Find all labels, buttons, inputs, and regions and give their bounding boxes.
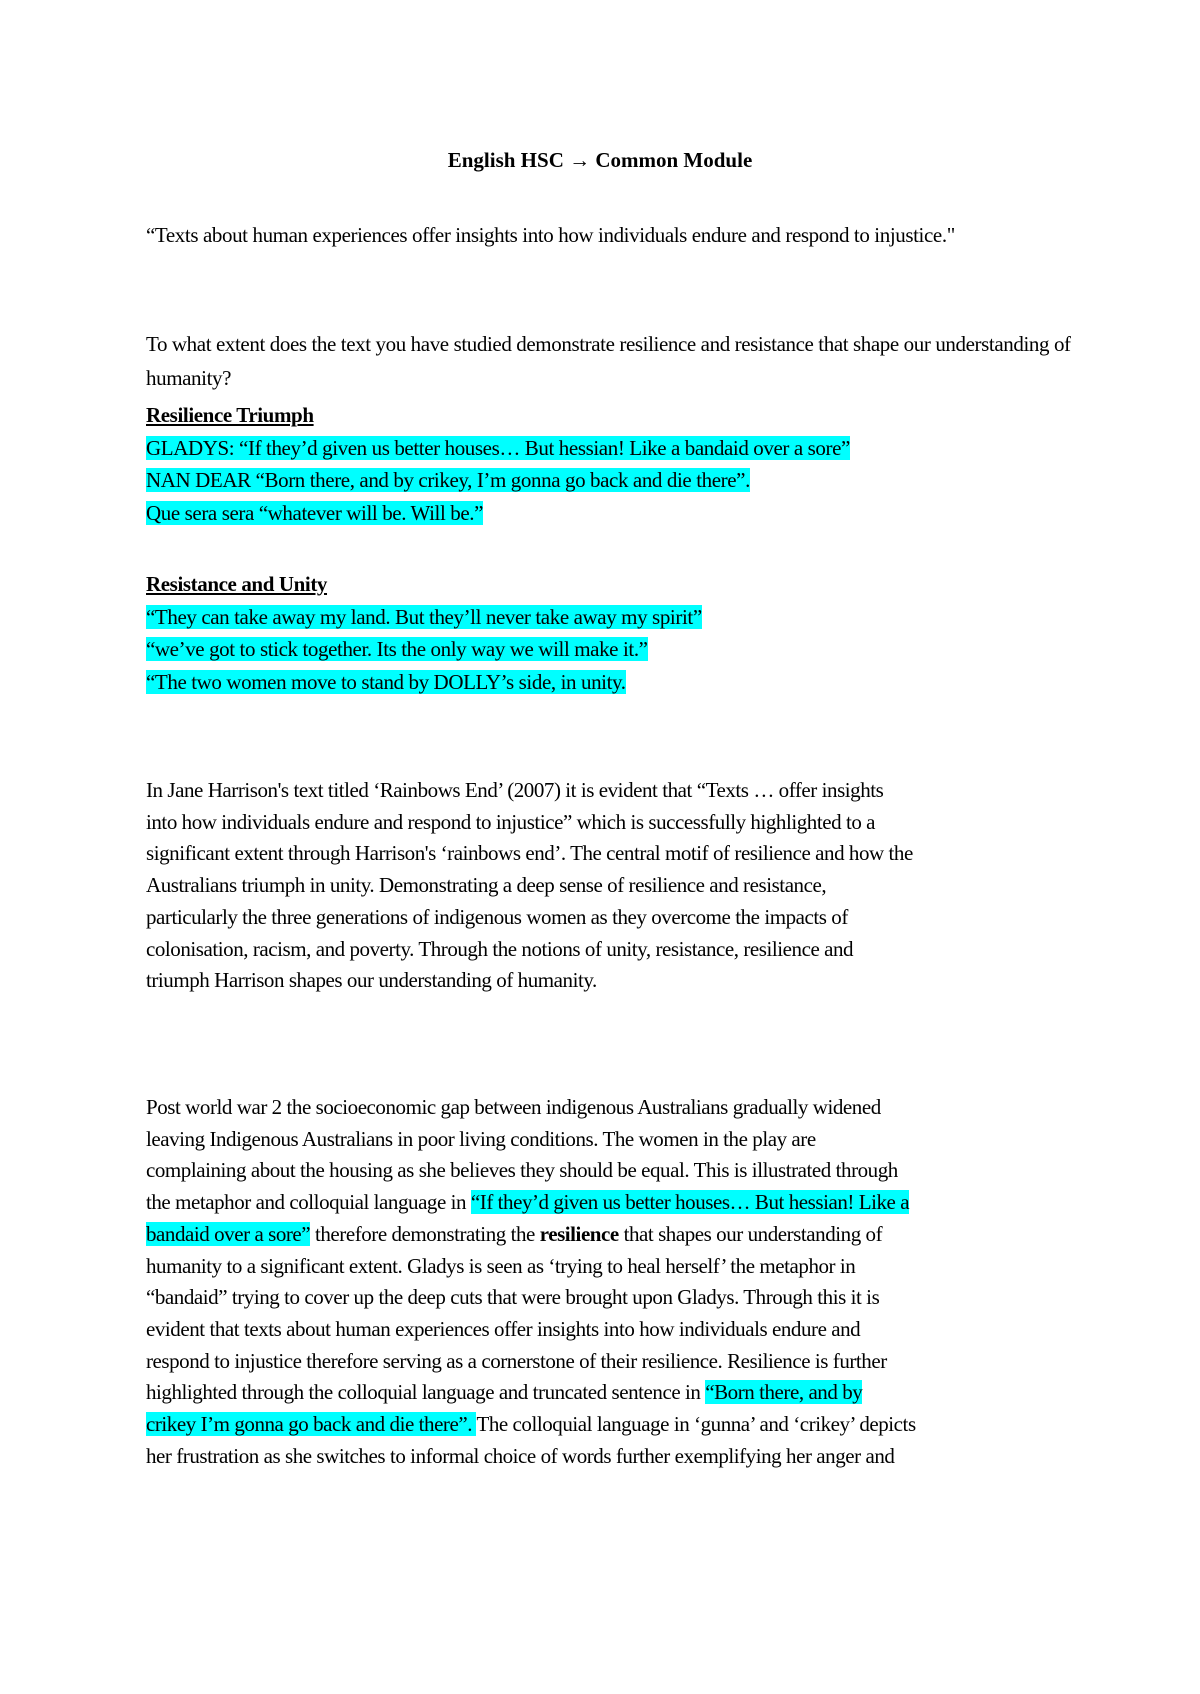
body-paragraph [146, 1092, 916, 1472]
section-resistance-unity [146, 568, 1046, 698]
highlighted-quote: “The two women move to stand by DOLLY’s side, in unity. [146, 669, 626, 694]
bold-keyword: resilience [539, 1221, 619, 1246]
highlighted-quote: GLADYS: “If they’d given us better houses… But hessian! Like a bandaid over a sore” [146, 435, 850, 460]
intro-paragraph: In Jane Harrison's text titled ‘Rainbows End’ (2007) it is evident that “Texts … offer insights into how individuals endure and respond to injustice” which is successfully highlighted to a significant extent through Harrison's ‘rainbows end’. The central motif of resilience and how the Australians triumph in unity. Demonstrating a deep sense of resilience and resistance, particularly the three generations of indigenous women as they overcome the impacts of colonisation, racism, and poverty. Through the notions of unity, resistance, resilience and triumph Harrison shapes our understanding of humanity. [146, 778, 913, 993]
document-title: English HSC → Common Module [447, 148, 753, 172]
essay-prompt: “Texts about human experiences offer insights into how individuals endure and respond to injustice." [146, 223, 955, 247]
highlighted-quote: “we’ve got to stick together. Its the only way we will make it.” [146, 637, 648, 661]
section-heading: Resilience Triumph [146, 403, 314, 427]
section-heading: Resistance and Unity [146, 572, 328, 596]
highlighted-quote: NAN DEAR “Born there, and by crikey, I’m gonna go back and die there”. [146, 468, 750, 492]
section-resilience-triumph [146, 399, 1046, 529]
paragraph-text: that shapes our understanding of humanity to a significant extent. Gladys is seen as ‘trying to heal herself’ the metaphor in “bandaid” trying to cover up the deep cuts that were brought upon Gladys. Through this it is evident that texts about human experiences offer insights into how individuals endure and respond to injustice therefore serving as a cornerstone of their resilience. Resilience is further highlighted through the colloquial language and truncated sentence in [146, 1221, 887, 1405]
highlighted-quote: “They can take away my land. But they’ll never take away my spirit” [146, 604, 702, 629]
highlighted-quote: “If they’d given us better houses… But hessian! Like a bandaid over a sore” [146, 1190, 910, 1246]
paragraph-text: therefore demonstrating the [310, 1221, 540, 1246]
highlighted-quote: Que sera sera “whatever will be. Will be.” [146, 500, 484, 525]
essay-question: To what extent does the text you have studied demonstrate resilience and resistance that shape our understanding of humanity? [146, 332, 1071, 390]
paragraph-text: The colloquial language in ‘gunna’ and ‘crikey’ depicts her frustration as she switches to informal choice of words further exemplifying her anger and [146, 1412, 916, 1468]
paragraph-text: Post world war 2 the socioeconomic gap between indigenous Australians gradually widened leaving Indigenous Australians in poor living conditions. The women in the play are complaining about the housing as she believes they should be equal. This is illustrated through the metaphor and colloquial language in [146, 1095, 898, 1215]
highlighted-quote: “Born there, and by crikey I’m gonna go back and die there”. [146, 1380, 863, 1437]
